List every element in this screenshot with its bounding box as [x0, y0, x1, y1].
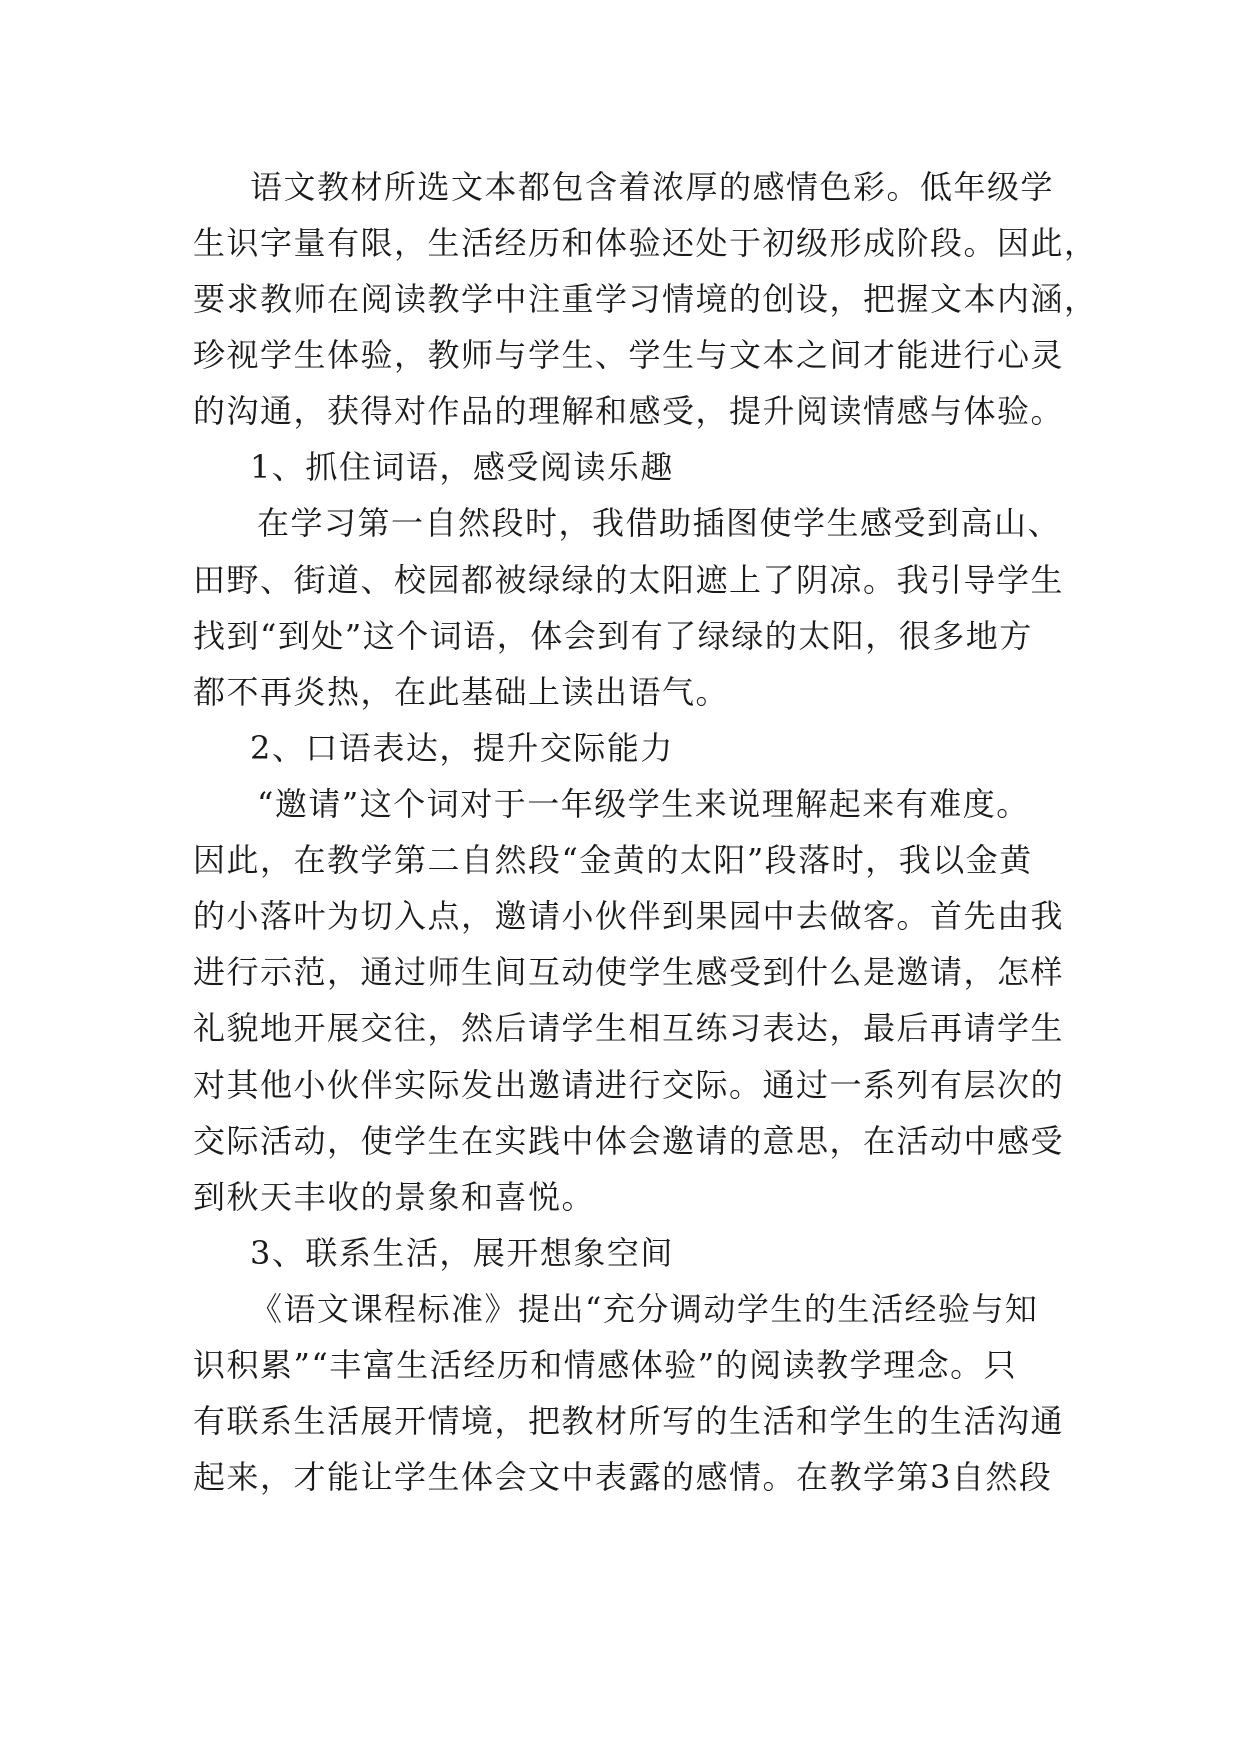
paragraph-line: 的小落叶为切入点，邀请小伙伴到果园中去做客。首先由我 — [193, 897, 1065, 935]
paragraph-line: 语文教材所选文本都包含着浓厚的感情色彩。低年级学 — [250, 168, 1055, 206]
paragraph-line: 田野、街道、校园都被绿绿的太阳遮上了阴凉。我引导学生 — [193, 561, 1065, 599]
paragraph-line: 都不再炎热，在此基础上读出语气。 — [193, 673, 730, 711]
paragraph-line: 起来，才能让学生体会文中表露的感情。在教学第3自然段 — [193, 1458, 1053, 1496]
paragraph-line: 礼貌地开展交往，然后请学生相互练习表达，最后再请学生 — [193, 1009, 1065, 1047]
section-heading: 1、抓住词语，感受阅读乐趣 — [250, 448, 674, 486]
paragraph-line: 有联系生活展开情境，把教材所写的生活和学生的生活沟通 — [193, 1402, 1065, 1440]
paragraph-line: 进行示范，通过师生间互动使学生感受到什么是邀请，怎样 — [193, 953, 1065, 991]
paragraph-line: 要求教师在阅读教学中注重学习情境的创设，把握文本内涵， — [193, 280, 1098, 318]
paragraph-line: 对其他小伙伴实际发出邀请进行交际。通过一系列有层次的 — [193, 1066, 1065, 1104]
paragraph-line: 的沟通，获得对作品的理解和感受，提升阅读情感与体验。 — [193, 392, 1065, 430]
section-heading: 2、口语表达，提升交际能力 — [250, 729, 674, 767]
section-heading: 3、联系生活，展开想象空间 — [250, 1234, 674, 1272]
paragraph-line: 《语文课程标准》提出“充分调动学生的生活经验与知 — [250, 1290, 1039, 1328]
paragraph-line: 因此，在教学第二自然段“金黄的太阳”段落时，我以金黄 — [193, 841, 1033, 879]
paragraph-line: 在学习第一自然段时，我借助插图使学生感受到高山、 — [257, 504, 1062, 542]
paragraph-line: 识积累”“丰富生活经历和情感体验”的阅读教学理念。只 — [193, 1346, 1018, 1384]
paragraph-line: “邀请”这个词对于一年级学生来说理解起来有难度。 — [257, 785, 1030, 823]
paragraph-line: 找到“到处”这个词语，体会到有了绿绿的太阳，很多地方 — [193, 617, 1033, 655]
paragraph-line: 珍视学生体验，教师与学生、学生与文本之间才能进行心灵 — [193, 336, 1065, 374]
paragraph-line: 交际活动，使学生在实践中体会邀请的意思，在活动中感受 — [193, 1122, 1065, 1160]
paragraph-line: 生识字量有限，生活经历和体验还处于初级形成阶段。因此， — [193, 224, 1098, 262]
paragraph-line: 到秋天丰收的景象和喜悦。 — [193, 1178, 596, 1216]
